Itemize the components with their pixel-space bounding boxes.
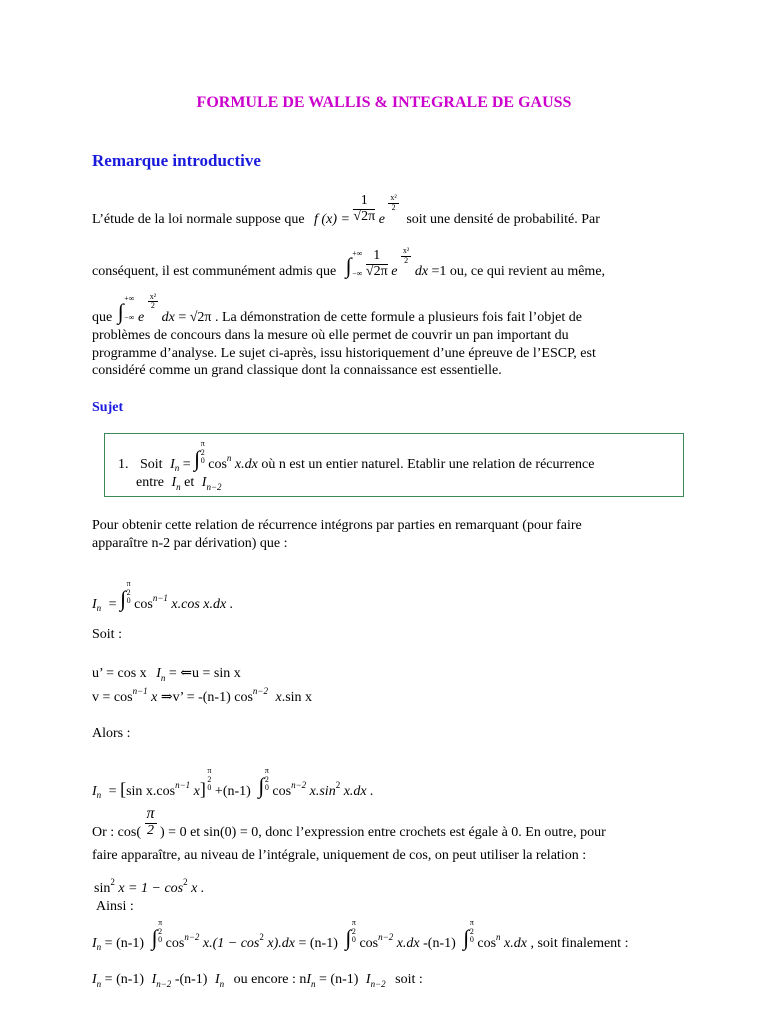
limit-upper: π	[351, 918, 356, 928]
exercise-entre: entre	[136, 475, 164, 490]
integral-limits	[352, 919, 356, 944]
limit-upper: +∞	[352, 248, 363, 258]
math-sup-n: n	[226, 453, 232, 463]
limit-lower: 0	[469, 934, 474, 944]
math-xsin: x.sin	[309, 784, 336, 799]
math-bracket-right: ]	[199, 779, 206, 799]
math-dx: dx	[414, 264, 429, 280]
math-sub-n: n	[174, 463, 180, 473]
math-sup-2: 2	[110, 877, 115, 887]
limit-upper: π	[158, 918, 163, 928]
limit-lower: 0	[351, 934, 356, 944]
exercise-line-1	[118, 436, 595, 473]
bracket-limits	[207, 767, 211, 792]
math-sup-n1: n−1	[175, 780, 191, 790]
math-I: I	[170, 457, 175, 472]
u-line-a: u’ = cos x	[92, 666, 147, 681]
intro-text-2b: =1 ou, ce qui revient au même,	[431, 264, 606, 280]
frac-denominator: 2	[147, 822, 154, 838]
math-sub-n2: n−2	[206, 482, 222, 492]
math-xdx: x.dx .	[343, 784, 374, 799]
last-e: soit :	[395, 972, 423, 987]
math-sub-n: n	[219, 979, 225, 989]
math-I: I	[201, 475, 207, 490]
document-title: FORMULE DE WALLIS & INTEGRALE DE GAUSS	[196, 94, 572, 111]
final-end: , soit finalement :	[530, 936, 629, 951]
line-or	[92, 804, 606, 844]
formula-ainsi	[92, 915, 629, 952]
math-one-minus-end: x).dx	[267, 936, 295, 951]
limit-lower: 0	[126, 595, 131, 605]
exercise-soit: Soit	[140, 457, 163, 472]
math-sub-n: n	[311, 979, 316, 989]
frac-denominator: √2π	[353, 208, 376, 224]
body-line-1: Pour obtenir cette relation de récurrence intégrons par parties en remarquant (pour faire	[92, 518, 582, 533]
or-text-a: Or : cos(	[92, 825, 141, 841]
math-exponent	[401, 247, 411, 265]
limit-lower: 0	[207, 782, 212, 792]
limit-lower: −∞	[352, 269, 363, 279]
body-ainsi: Ainsi :	[96, 899, 134, 914]
exp-den: 2	[391, 202, 396, 212]
limit-upper-den: 2	[469, 926, 474, 936]
limit-lower: −∞	[124, 312, 135, 322]
last-a: = (n-1)	[104, 972, 145, 987]
math-sup-n1: n−1	[152, 593, 168, 603]
exp-num: x²	[402, 246, 410, 256]
math-sup-2: 2	[335, 780, 341, 790]
math-eq-sqrt2pi: = √2π	[178, 310, 212, 325]
exercise-line-2	[136, 476, 222, 490]
math-sup-n: n	[496, 932, 501, 942]
limit-upper-den: 2	[158, 926, 163, 936]
limit-upper: +∞	[124, 294, 135, 304]
limit-upper-den: 2	[126, 587, 131, 597]
math-e: e	[378, 212, 385, 228]
section-heading-intro: Remarque introductive	[92, 151, 261, 170]
integral-limits	[265, 767, 269, 792]
math-sub-n: n	[96, 942, 102, 952]
math-I: I	[306, 972, 312, 987]
u-line	[92, 667, 241, 681]
last-b: -(n-1)	[174, 972, 208, 987]
intro-text-3a: que	[92, 310, 113, 325]
or-text-b: ) = 0 et sin(0) = 0, donc l’expression entre crochets est égale à 0. En outre, pour	[160, 825, 606, 841]
math-x: x	[193, 784, 200, 799]
body-soit: Soit :	[92, 627, 122, 642]
intro-line-3	[92, 290, 582, 325]
integral-limits	[127, 580, 131, 605]
u-line-b: = ⇐u = sin x	[168, 666, 241, 681]
identity-sin: sin	[94, 881, 111, 896]
intro-text-2a: conséquent, il est communément admis que	[92, 264, 337, 280]
frac-numerator: π	[146, 805, 155, 822]
math-one-minus: x.(1 − cos	[202, 936, 260, 951]
limit-upper: π	[469, 918, 474, 928]
intro-line-1	[92, 193, 600, 236]
limit-upper-den: 2	[207, 774, 212, 784]
math-plus-n1: +(n-1)	[214, 784, 251, 799]
last-d: = (n-1)	[319, 972, 359, 987]
frac-denominator: √2π	[365, 263, 388, 279]
section-heading-sujet: Sujet	[92, 400, 124, 415]
math-e: e	[391, 264, 398, 280]
integral-limits	[470, 919, 474, 944]
limit-upper-den: 2	[264, 774, 269, 784]
intro-line-6: considéré comme un grand classique dont la connaissance est essentielle.	[92, 363, 502, 378]
integral-sign: ∫	[345, 925, 352, 950]
math-I: I	[92, 972, 97, 987]
body-faire: faire apparaître, au niveau de l’intégrale, uniquement de cos, on peut utiliser la relation :	[92, 848, 587, 863]
math-cos: cos	[359, 936, 379, 951]
identity-end: x .	[191, 881, 205, 896]
math-I: I	[171, 475, 177, 490]
math-frac-density	[353, 194, 375, 224]
limit-upper-den: 2	[200, 447, 205, 457]
math-eq: =	[108, 597, 117, 612]
math-x: x	[151, 690, 158, 705]
math-sub-n: n	[96, 603, 102, 613]
intro-line-2	[92, 243, 605, 283]
exp-num: x²	[390, 193, 397, 203]
intro-line-5: programme d’analyse. Le sujet ci-après, issu historiquement d’une épreuve de l’ESCP, est	[92, 346, 596, 361]
math-exponent	[148, 293, 158, 311]
limit-lower: 0	[200, 455, 205, 465]
frac-numerator: 1	[366, 249, 388, 265]
formula-In-split	[92, 578, 234, 613]
math-xcosxdx: x.cos x.dx .	[171, 597, 234, 612]
integral-sign: ∫	[194, 446, 201, 471]
math-sup-n2: n−2	[378, 932, 394, 942]
v-line	[92, 686, 313, 705]
exercise-et: et	[184, 475, 195, 490]
identity-rest: x = 1 − cos	[118, 881, 184, 896]
math-I: I	[92, 784, 97, 799]
body-alors: Alors :	[92, 726, 131, 741]
exp-num: x²	[149, 291, 157, 301]
math-sub-n2: n−2	[370, 979, 386, 989]
limit-lower: 0	[264, 782, 269, 792]
limit-upper: π	[126, 579, 131, 589]
math-sub-n: n	[96, 790, 102, 800]
final-minus: -(n-1)	[423, 936, 456, 951]
math-cos: cos	[134, 597, 153, 612]
integral-limits	[352, 250, 362, 279]
math-xdx: x.dx	[504, 936, 527, 951]
integral-sign: ∫	[463, 925, 470, 950]
math-sub-n: n	[96, 979, 102, 989]
math-eq: =	[108, 784, 117, 799]
last-c: ou encore : n	[233, 972, 307, 987]
final-mid: = (n-1)	[298, 936, 338, 951]
math-sinxcos: sin x.cos	[126, 784, 176, 799]
intro-text-1b: soit une densité de probabilité. Par	[406, 212, 600, 228]
frac-numerator: 1	[353, 194, 375, 210]
exp-den: 2	[150, 301, 155, 311]
math-sup-n2: n−2	[252, 686, 268, 696]
last-line	[92, 973, 423, 987]
math-I: I	[151, 972, 157, 987]
math-xdx: x.dx	[396, 936, 420, 951]
v-line-c: .sin x	[281, 690, 313, 705]
math-I: I	[365, 972, 371, 987]
math-exponent	[388, 194, 398, 212]
integral-sign: ∫	[117, 299, 124, 324]
identity-line	[94, 877, 205, 896]
math-sup-2: 2	[183, 877, 188, 887]
v-line-b: ⇒v’ = -(n-1) cos	[160, 690, 253, 705]
integral-limits	[201, 440, 205, 465]
limit-upper: π	[207, 766, 212, 776]
math-sub-n: n	[160, 673, 166, 683]
math-x: x	[275, 690, 282, 705]
math-e: e	[137, 310, 145, 325]
exercise-number: 1.	[118, 457, 129, 472]
math-sub-n: n	[176, 482, 181, 492]
integral-sign: ∫	[258, 773, 265, 798]
math-frac-gauss	[366, 249, 388, 279]
math-eq: =	[182, 457, 191, 472]
limit-lower: 0	[158, 934, 163, 944]
integral-sign: ∫	[151, 925, 158, 950]
intro-text-3b: . La démonstration de cette formule a plusieurs fois fait l’objet de	[214, 310, 582, 325]
math-frac-pi2	[145, 806, 157, 838]
math-I: I	[92, 936, 97, 951]
math-cos: cos	[272, 784, 292, 799]
exercise-text: où n est un entier naturel. Etablir une relation de récurrence	[261, 457, 595, 472]
exp-den: 2	[404, 255, 409, 265]
formula-ipp	[92, 765, 374, 800]
integral-limits	[124, 295, 134, 322]
integral-sign: ∫	[345, 253, 352, 279]
math-I: I	[214, 972, 220, 987]
math-cos: cos	[165, 936, 185, 951]
limit-upper: π	[200, 439, 205, 449]
limit-upper: π	[264, 766, 269, 776]
math-I: I	[156, 666, 161, 681]
final-eq: = (n-1)	[104, 936, 145, 951]
body-line-2: apparaître n-2 par dérivation) que :	[92, 536, 288, 551]
intro-text-1a: L’étude de la loi normale suppose que	[92, 212, 305, 228]
math-bracket-left: [	[120, 779, 127, 799]
math-cos: cos	[477, 936, 497, 951]
math-sub-n2: n−2	[156, 979, 172, 989]
math-cos: cos	[208, 457, 227, 472]
math-sup-n2: n−2	[291, 780, 307, 790]
math-sup-2: 2	[259, 932, 264, 942]
math-xdx: x.dx	[234, 457, 258, 472]
math-I: I	[92, 597, 97, 612]
math-sup-n2: n−2	[184, 932, 200, 942]
math-sup-n1: n−1	[132, 686, 148, 696]
math-fx: f (x) =	[314, 212, 350, 228]
integral-limits	[158, 919, 162, 944]
intro-line-4: problèmes de concours dans la mesure où elle permet de couvrir un pan important du	[92, 328, 569, 343]
limit-upper-den: 2	[351, 926, 356, 936]
v-line-a: v = cos	[92, 690, 133, 705]
math-dx: dx	[161, 310, 175, 325]
integral-sign: ∫	[120, 586, 127, 611]
